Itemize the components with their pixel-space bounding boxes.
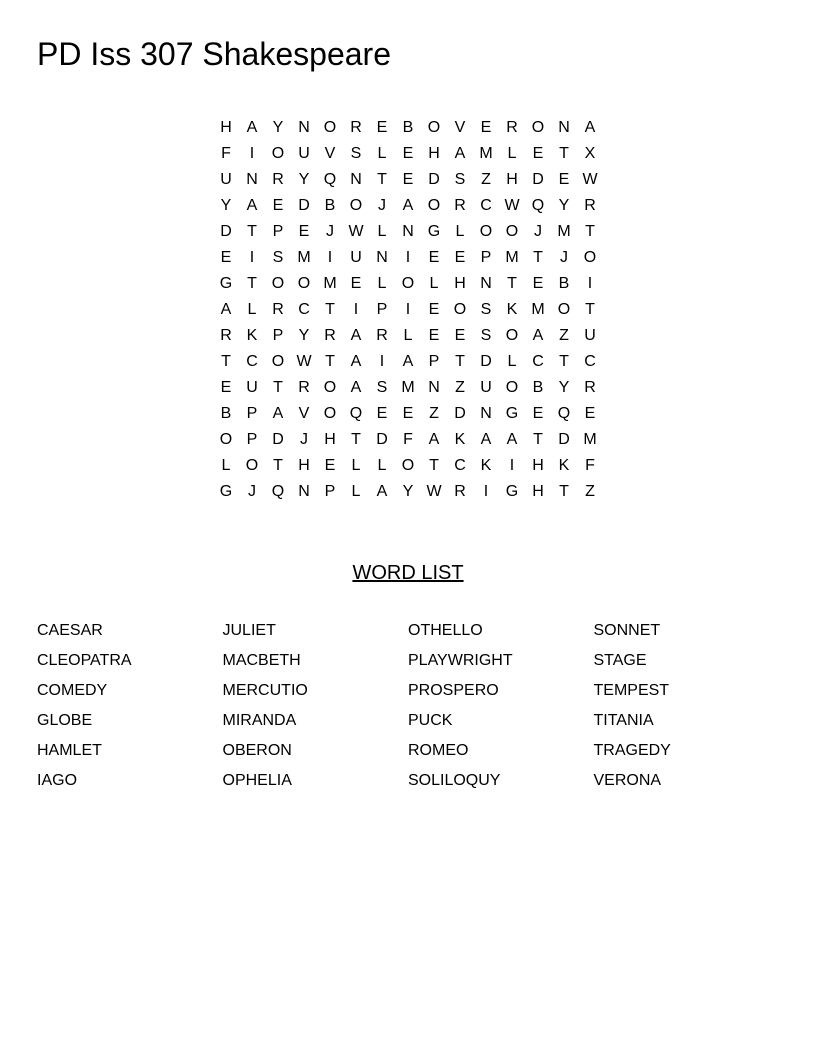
grid-letter: O — [453, 301, 467, 318]
grid-letter: D — [558, 431, 570, 448]
grid-letter: K — [480, 457, 492, 474]
grid-letter: H — [532, 457, 544, 474]
word-search-grid — [213, 115, 603, 505]
grid-letter: Q — [323, 171, 337, 188]
grid-letter: A — [428, 431, 440, 448]
grid-letter: T — [351, 431, 361, 448]
grid-row — [213, 141, 603, 167]
grid-letter: T — [507, 275, 517, 292]
grid-letter: F — [585, 457, 595, 474]
grid-letter: Y — [298, 327, 310, 344]
grid-letter: X — [584, 145, 596, 162]
grid-letter: K — [454, 431, 466, 448]
grid-letter: A — [272, 405, 284, 422]
grid-letter: A — [402, 197, 414, 214]
word-list-item: CLEOPATRA — [37, 652, 132, 669]
grid-letter: Y — [272, 119, 284, 136]
grid-row — [213, 245, 603, 271]
grid-letter: B — [324, 197, 336, 214]
grid-letter: W — [504, 197, 520, 214]
grid-letter: P — [324, 483, 336, 500]
grid-letter: E — [428, 249, 440, 266]
grid-letter: T — [585, 223, 595, 240]
grid-letter: N — [480, 405, 492, 422]
grid-row — [213, 167, 603, 193]
grid-letter: A — [402, 353, 414, 370]
grid-letter: E — [220, 249, 232, 266]
grid-letter: G — [505, 405, 519, 422]
grid-letter: L — [507, 353, 517, 370]
grid-letter: I — [405, 301, 411, 318]
grid-letter: A — [480, 431, 492, 448]
grid-letter: T — [273, 379, 283, 396]
grid-letter: E — [454, 327, 466, 344]
grid-letter: D — [454, 405, 466, 422]
grid-letter: O — [427, 119, 441, 136]
word-list-item: CAESAR — [37, 622, 103, 639]
grid-letter: D — [220, 223, 232, 240]
word-list-column — [408, 616, 594, 796]
grid-letter: U — [298, 145, 310, 162]
grid-letter: Y — [402, 483, 414, 500]
grid-letter: U — [220, 171, 232, 188]
grid-letter: S — [454, 171, 466, 188]
grid-letter: E — [532, 405, 544, 422]
word-list-item: SOLILOQUY — [408, 772, 501, 789]
grid-letter: O — [271, 353, 285, 370]
grid-letter: A — [506, 431, 518, 448]
grid-letter: L — [377, 145, 387, 162]
grid-letter: R — [584, 197, 596, 214]
grid-letter: Q — [557, 405, 571, 422]
grid-letter: E — [402, 171, 414, 188]
grid-letter: L — [429, 275, 439, 292]
grid-letter: I — [249, 249, 255, 266]
grid-letter: L — [455, 223, 465, 240]
grid-letter: L — [221, 457, 231, 474]
grid-letter: M — [323, 275, 337, 292]
grid-letter: O — [557, 301, 571, 318]
grid-letter: E — [558, 171, 570, 188]
grid-letter: H — [532, 483, 544, 500]
grid-letter: E — [428, 301, 440, 318]
grid-letter: I — [249, 145, 255, 162]
grid-letter: E — [324, 457, 336, 474]
grid-letter: T — [247, 275, 257, 292]
grid-letter: D — [480, 353, 492, 370]
grid-letter: H — [298, 457, 310, 474]
grid-letter: F — [221, 145, 231, 162]
grid-letter: K — [558, 457, 570, 474]
grid-letter: T — [559, 145, 569, 162]
grid-letter: C — [246, 353, 258, 370]
word-list-item: ROMEO — [408, 742, 469, 759]
grid-letter: O — [245, 457, 259, 474]
grid-letter: E — [454, 249, 466, 266]
grid-letter: R — [324, 327, 336, 344]
grid-letter: U — [480, 379, 492, 396]
grid-letter: J — [248, 483, 256, 500]
grid-letter: M — [479, 145, 493, 162]
grid-letter: P — [272, 327, 284, 344]
word-list-item: HAMLET — [37, 742, 102, 759]
grid-letter: T — [273, 457, 283, 474]
word-list-item: OBERON — [222, 742, 292, 759]
grid-row — [213, 323, 603, 349]
grid-letter: Z — [559, 327, 569, 344]
grid-letter: D — [376, 431, 388, 448]
grid-letter: E — [402, 405, 414, 422]
grid-letter: W — [296, 353, 312, 370]
grid-row — [213, 349, 603, 375]
grid-letter: G — [427, 223, 441, 240]
grid-letter: S — [272, 249, 284, 266]
grid-letter: C — [584, 353, 596, 370]
grid-letter: N — [558, 119, 570, 136]
grid-letter: A — [532, 327, 544, 344]
grid-letter: T — [455, 353, 465, 370]
grid-letter: I — [327, 249, 333, 266]
grid-letter: P — [246, 405, 258, 422]
grid-row — [213, 427, 603, 453]
grid-letter: M — [557, 223, 571, 240]
grid-letter: D — [428, 171, 440, 188]
grid-letter: N — [428, 379, 440, 396]
grid-letter: O — [323, 379, 337, 396]
word-list-column — [37, 616, 223, 796]
grid-letter: F — [403, 431, 413, 448]
grid-letter: O — [427, 197, 441, 214]
grid-letter: C — [454, 457, 466, 474]
grid-letter: R — [298, 379, 310, 396]
word-list-item: SONNET — [593, 622, 661, 639]
grid-letter: T — [325, 353, 335, 370]
grid-letter: O — [479, 223, 493, 240]
grid-letter: I — [587, 275, 593, 292]
grid-letter: V — [298, 405, 310, 422]
grid-letter: A — [350, 353, 362, 370]
word-list-heading: WORD LIST — [352, 562, 464, 584]
grid-letter: T — [325, 301, 335, 318]
grid-letter: T — [221, 353, 231, 370]
grid-letter: H — [506, 171, 518, 188]
word-list-item: COMEDY — [37, 682, 108, 699]
grid-letter: L — [351, 483, 361, 500]
word-list — [37, 616, 797, 796]
grid-letter: E — [272, 197, 284, 214]
grid-letter: E — [298, 223, 310, 240]
grid-letter: I — [405, 249, 411, 266]
word-list-item: PLAYWRIGHT — [408, 652, 513, 669]
grid-row — [213, 401, 603, 427]
grid-letter: L — [403, 327, 413, 344]
grid-letter: H — [220, 119, 232, 136]
grid-letter: R — [350, 119, 362, 136]
grid-letter: P — [246, 431, 258, 448]
grid-letter: K — [246, 327, 258, 344]
grid-letter: A — [246, 197, 258, 214]
grid-letter: U — [584, 327, 596, 344]
grid-letter: I — [509, 457, 515, 474]
grid-letter: L — [247, 301, 257, 318]
grid-letter: O — [531, 119, 545, 136]
word-list-item: TEMPEST — [593, 682, 670, 699]
grid-row — [213, 115, 603, 141]
grid-letter: T — [559, 483, 569, 500]
word-list-item: TRAGEDY — [593, 742, 671, 759]
word-list-column — [594, 616, 780, 796]
grid-letter: M — [401, 379, 415, 396]
word-list-item: PUCK — [408, 712, 453, 729]
grid-letter: R — [272, 171, 284, 188]
grid-letter: Y — [298, 171, 310, 188]
grid-letter: J — [378, 197, 386, 214]
grid-letter: A — [350, 327, 362, 344]
grid-letter: Z — [585, 483, 595, 500]
grid-letter: O — [323, 119, 337, 136]
word-list-item: STAGE — [593, 652, 647, 669]
grid-letter: R — [506, 119, 518, 136]
grid-letter: T — [247, 223, 257, 240]
grid-letter: O — [219, 431, 233, 448]
grid-letter: W — [348, 223, 364, 240]
grid-letter: E — [428, 327, 440, 344]
grid-letter: O — [505, 327, 519, 344]
grid-letter: R — [272, 301, 284, 318]
grid-letter: E — [584, 405, 596, 422]
grid-letter: Y — [220, 197, 232, 214]
grid-letter: J — [534, 223, 542, 240]
grid-letter: Q — [271, 483, 285, 500]
word-list-item: VERONA — [593, 772, 662, 789]
grid-letter: Z — [455, 379, 465, 396]
grid-letter: N — [402, 223, 414, 240]
grid-row — [213, 271, 603, 297]
grid-letter: I — [483, 483, 489, 500]
grid-letter: N — [246, 171, 258, 188]
grid-letter: T — [533, 431, 543, 448]
grid-letter: B — [558, 275, 570, 292]
grid-letter: U — [350, 249, 362, 266]
grid-letter: V — [324, 145, 336, 162]
grid-letter: A — [220, 301, 232, 318]
grid-letter: I — [379, 353, 385, 370]
word-list-item: MACBETH — [222, 652, 301, 669]
grid-letter: S — [350, 145, 362, 162]
word-list-item: MIRANDA — [222, 712, 297, 729]
grid-letter: A — [246, 119, 258, 136]
word-list-item: OPHELIA — [222, 772, 292, 789]
grid-row — [213, 375, 603, 401]
grid-letter: O — [323, 405, 337, 422]
grid-letter: J — [300, 431, 308, 448]
grid-letter: R — [376, 327, 388, 344]
grid-letter: T — [533, 249, 543, 266]
grid-letter: O — [271, 275, 285, 292]
grid-letter: L — [351, 457, 361, 474]
grid-letter: P — [480, 249, 492, 266]
word-list-item: TITANIA — [593, 712, 654, 729]
grid-letter: S — [480, 327, 492, 344]
grid-letter: Y — [558, 379, 570, 396]
grid-letter: N — [298, 483, 310, 500]
word-list-item: MERCUTIO — [222, 682, 308, 699]
grid-letter: G — [505, 483, 519, 500]
grid-letter: U — [246, 379, 258, 396]
grid-letter: E — [376, 405, 388, 422]
word-list-column — [223, 616, 409, 796]
grid-letter: O — [505, 379, 519, 396]
grid-letter: D — [532, 171, 544, 188]
word-list-item: OTHELLO — [408, 622, 483, 639]
grid-letter: N — [350, 171, 362, 188]
grid-letter: W — [426, 483, 442, 500]
grid-letter: L — [377, 457, 387, 474]
grid-letter: T — [377, 171, 387, 188]
grid-letter: T — [559, 353, 569, 370]
grid-letter: W — [582, 171, 598, 188]
grid-letter: Q — [349, 405, 363, 422]
grid-letter: H — [454, 275, 466, 292]
grid-letter: N — [376, 249, 388, 266]
grid-letter: I — [353, 301, 359, 318]
grid-row — [213, 193, 603, 219]
grid-letter: M — [583, 431, 597, 448]
grid-letter: R — [584, 379, 596, 396]
grid-letter: E — [220, 379, 232, 396]
grid-letter: O — [505, 223, 519, 240]
grid-letter: E — [350, 275, 362, 292]
grid-letter: Z — [429, 405, 439, 422]
grid-letter: B — [220, 405, 232, 422]
grid-letter: P — [272, 223, 284, 240]
grid-letter: J — [560, 249, 568, 266]
grid-letter: C — [480, 197, 492, 214]
grid-letter: O — [401, 275, 415, 292]
grid-letter: D — [272, 431, 284, 448]
grid-letter: D — [298, 197, 310, 214]
grid-letter: K — [506, 301, 518, 318]
grid-letter: M — [505, 249, 519, 266]
grid-letter: O — [349, 197, 363, 214]
grid-letter: G — [219, 483, 233, 500]
grid-letter: E — [480, 119, 492, 136]
grid-letter: N — [298, 119, 310, 136]
grid-row — [213, 297, 603, 323]
grid-letter: M — [297, 249, 311, 266]
grid-letter: A — [350, 379, 362, 396]
grid-letter: Z — [481, 171, 491, 188]
grid-letter: N — [480, 275, 492, 292]
grid-letter: O — [401, 457, 415, 474]
grid-letter: A — [454, 145, 466, 162]
grid-row — [213, 479, 603, 505]
grid-letter: Y — [558, 197, 570, 214]
page-title: PD Iss 307 Shakespeare — [37, 36, 391, 72]
grid-letter: O — [297, 275, 311, 292]
grid-letter: T — [429, 457, 439, 474]
grid-letter: H — [428, 145, 440, 162]
grid-letter: E — [402, 145, 414, 162]
grid-letter: H — [324, 431, 336, 448]
grid-letter: R — [220, 327, 232, 344]
grid-letter: R — [454, 483, 466, 500]
grid-letter: M — [531, 301, 545, 318]
word-list-item: GLOBE — [37, 712, 93, 729]
grid-letter: E — [532, 145, 544, 162]
grid-letter: P — [428, 353, 440, 370]
word-list-item: PROSPERO — [408, 682, 499, 699]
grid-letter: E — [376, 119, 388, 136]
grid-letter: G — [219, 275, 233, 292]
grid-letter: O — [583, 249, 597, 266]
grid-letter: T — [585, 301, 595, 318]
grid-letter: A — [376, 483, 388, 500]
grid-letter: L — [377, 275, 387, 292]
grid-row — [213, 219, 603, 245]
grid-letter: S — [376, 379, 388, 396]
grid-letter: L — [507, 145, 517, 162]
grid-letter: P — [376, 301, 388, 318]
grid-letter: S — [480, 301, 492, 318]
grid-letter: R — [454, 197, 466, 214]
grid-letter: L — [377, 223, 387, 240]
grid-letter: E — [532, 275, 544, 292]
grid-letter: A — [584, 119, 596, 136]
grid-letter: V — [454, 119, 466, 136]
grid-row — [213, 453, 603, 479]
word-list-item: JULIET — [222, 622, 276, 639]
grid-letter: O — [271, 145, 285, 162]
grid-letter: B — [402, 119, 414, 136]
grid-letter: J — [326, 223, 334, 240]
grid-letter: C — [532, 353, 544, 370]
grid-letter: Q — [531, 197, 545, 214]
grid-letter: B — [532, 379, 544, 396]
grid-letter: C — [298, 301, 310, 318]
word-list-item: IAGO — [37, 772, 78, 789]
